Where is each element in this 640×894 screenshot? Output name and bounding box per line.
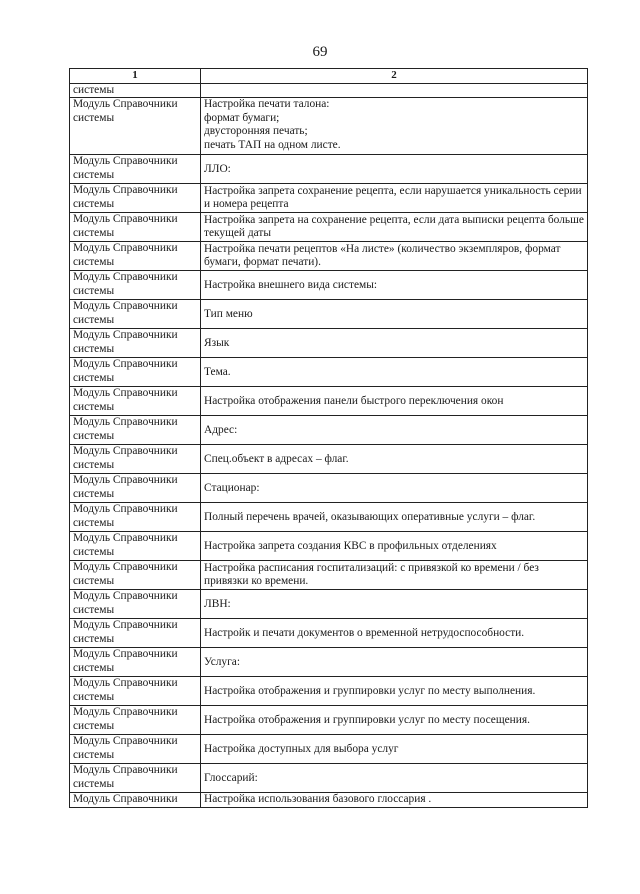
table-header-row bbox=[70, 69, 588, 84]
cell-description: Глоссарий: bbox=[201, 764, 588, 793]
table-row bbox=[70, 416, 588, 445]
table-row bbox=[70, 213, 588, 242]
table-row bbox=[70, 98, 588, 155]
cell-description: Настройка отображения и группировки услуг по месту выполнения. bbox=[201, 677, 588, 706]
cell-description: ЛВН: bbox=[201, 590, 588, 619]
cell-module: Модуль Справочники системы bbox=[70, 735, 201, 764]
page-number: 69 bbox=[312, 44, 328, 60]
cell-module: Модуль Справочники системы bbox=[70, 300, 201, 329]
cell-module: Модуль Справочники системы bbox=[70, 764, 201, 793]
table-row bbox=[70, 358, 588, 387]
cell-description: Настройка печати талона: формат бумаги; двусторонняя печать; печать ТАП на одном листе. bbox=[201, 98, 588, 155]
cell-module: Модуль Справочники системы bbox=[70, 271, 201, 300]
cell-description: Настройка отображения панели быстрого переключения окон bbox=[201, 387, 588, 416]
cell-module: Модуль Справочники системы bbox=[70, 242, 201, 271]
cell-description: Тема. bbox=[201, 358, 588, 387]
cell-description: Спец.объект в адресах – флаг. bbox=[201, 445, 588, 474]
table-row bbox=[70, 300, 588, 329]
cell-module: Модуль Справочники системы bbox=[70, 358, 201, 387]
cell-description: Настройк и печати документов о временной нетрудоспособности. bbox=[201, 619, 588, 648]
table-row bbox=[70, 590, 588, 619]
settings-table bbox=[69, 68, 588, 808]
table-row bbox=[70, 706, 588, 735]
cell-description: Полный перечень врачей, оказывающих оперативные услуги – флаг. bbox=[201, 503, 588, 532]
cell-module: Модуль Справочники системы bbox=[70, 445, 201, 474]
table-row bbox=[70, 677, 588, 706]
cell-module: Модуль Справочники системы bbox=[70, 648, 201, 677]
cell-module: Модуль Справочники bbox=[70, 793, 201, 807]
cell-description: Настройка запрета создания КВС в профильных отделениях bbox=[201, 532, 588, 561]
cell-description: Настройка внешнего вида системы: bbox=[201, 271, 588, 300]
table-row bbox=[70, 387, 588, 416]
table-row bbox=[70, 474, 588, 503]
table-row bbox=[70, 155, 588, 184]
table-row bbox=[70, 619, 588, 648]
table-row bbox=[70, 648, 588, 677]
cell-description: Адрес: bbox=[201, 416, 588, 445]
table-row bbox=[70, 271, 588, 300]
cell-description: Настройка печати рецептов «На листе» (количество экземпляров, формат бумаги, формат печати). bbox=[201, 242, 588, 271]
cell-module: Модуль Справочники системы bbox=[70, 503, 201, 532]
cell-module: Модуль Справочники системы bbox=[70, 561, 201, 590]
cell-module: Модуль Справочники системы bbox=[70, 619, 201, 648]
cell-description: Настройка запрета на сохранение рецепта, если дата выписки рецепта больше текущей даты bbox=[201, 213, 588, 242]
column-header-2: 2 bbox=[201, 69, 588, 84]
table-row bbox=[70, 445, 588, 474]
cell-description: Услуга: bbox=[201, 648, 588, 677]
cell-description: Настройка запрета сохранение рецепта, если нарушается уникальность серии и номера рецепта bbox=[201, 184, 588, 213]
table-row bbox=[70, 735, 588, 764]
table-row-continuation bbox=[70, 84, 588, 98]
cell-module: Модуль Справочники системы bbox=[70, 387, 201, 416]
cell-description: Язык bbox=[201, 329, 588, 358]
cell-module: системы bbox=[70, 84, 201, 98]
cell-module: Модуль Справочники системы bbox=[70, 590, 201, 619]
table-row-last bbox=[70, 793, 588, 807]
cell-module: Модуль Справочники системы bbox=[70, 98, 201, 155]
cell-description: Стационар: bbox=[201, 474, 588, 503]
cell-description: Настройка использования базового глоссария . bbox=[201, 793, 588, 807]
cell-module: Модуль Справочники системы bbox=[70, 155, 201, 184]
cell-description: ЛЛО: bbox=[201, 155, 588, 184]
table-row bbox=[70, 764, 588, 793]
cell-description bbox=[201, 84, 588, 98]
cell-description: Тип меню bbox=[201, 300, 588, 329]
cell-module: Модуль Справочники системы bbox=[70, 677, 201, 706]
cell-module: Модуль Справочники системы bbox=[70, 474, 201, 503]
table-row bbox=[70, 242, 588, 271]
column-header-1: 1 bbox=[70, 69, 201, 84]
cell-description: Настройка отображения и группировки услуг по месту посещения. bbox=[201, 706, 588, 735]
table-row bbox=[70, 532, 588, 561]
cell-module: Модуль Справочники системы bbox=[70, 706, 201, 735]
cell-description: Настройка расписания госпитализаций: с привязкой ко времени / без привязки ко времени. bbox=[201, 561, 588, 590]
cell-module: Модуль Справочники системы bbox=[70, 213, 201, 242]
table-row bbox=[70, 184, 588, 213]
cell-module: Модуль Справочники системы bbox=[70, 532, 201, 561]
cell-description: Настройка доступных для выбора услуг bbox=[201, 735, 588, 764]
cell-module: Модуль Справочники системы bbox=[70, 184, 201, 213]
table-row bbox=[70, 329, 588, 358]
cell-module: Модуль Справочники системы bbox=[70, 416, 201, 445]
table-row bbox=[70, 503, 588, 532]
table-row bbox=[70, 561, 588, 590]
cell-module: Модуль Справочники системы bbox=[70, 329, 201, 358]
